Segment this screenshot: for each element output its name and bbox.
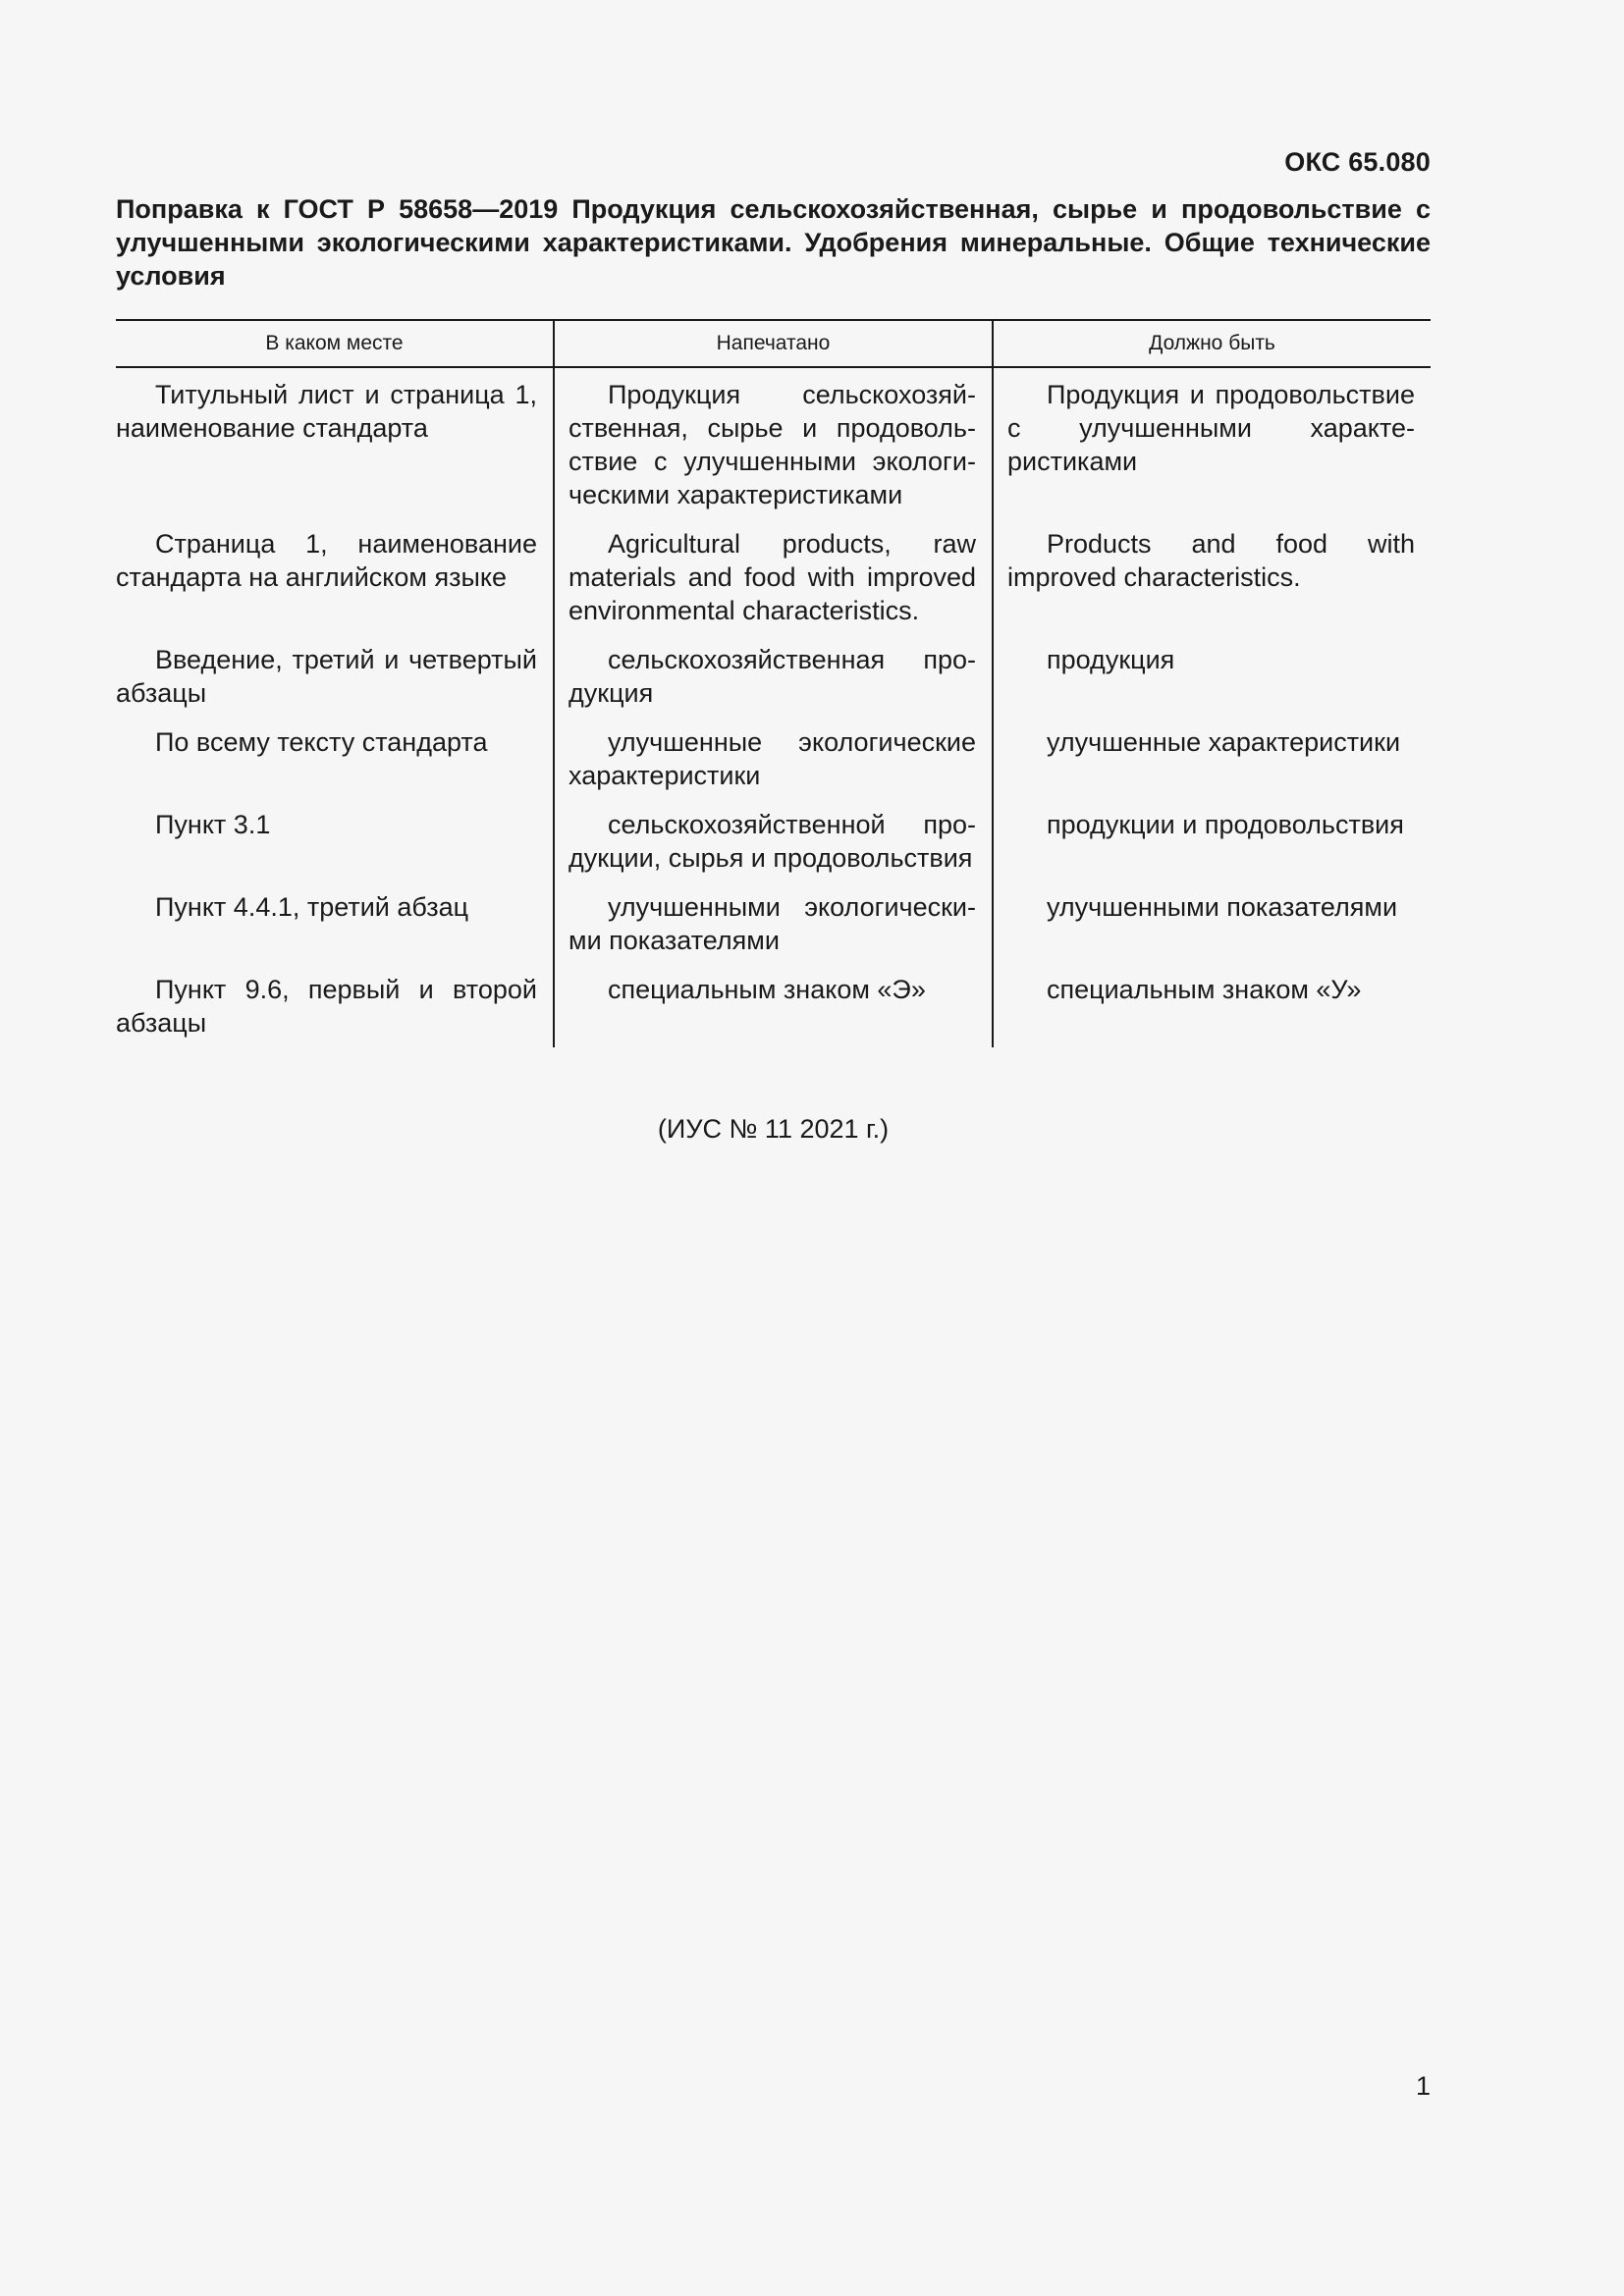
document-page xyxy=(116,0,1431,2296)
header-printed: Напечатано xyxy=(554,320,993,367)
cell-printed: сельскохозяйственной продукции, сырья и продовольствия xyxy=(554,808,993,890)
cell-where: Пункт 3.1 xyxy=(155,810,271,839)
oks-code: ОКС 65.080 xyxy=(1284,147,1431,177)
cell-where: Страница 1, наименование стандарта на английском языке xyxy=(116,529,537,592)
table-row xyxy=(116,890,1431,973)
cell-should-be: Products and food with improved characteristics. xyxy=(993,527,1431,643)
cell-where: Пункт 4.4.1, третий абзац xyxy=(155,892,469,922)
table-row xyxy=(116,643,1431,725)
cell-should-be: улучшенными показателями xyxy=(993,890,1431,973)
cell-should-be: продукция xyxy=(993,643,1431,725)
table-row xyxy=(116,808,1431,890)
cell-printed: Продукция сельскохозяйственная, сырье и продовольствие с улучшенными экологическими характеристиками xyxy=(554,367,993,527)
cell-should-be: специальным знаком «У» xyxy=(993,973,1431,1047)
cell-should-be: Продукция и продовольствие с улучшенными характеристиками xyxy=(993,367,1431,527)
cell-printed: сельскохозяйственная продукция xyxy=(554,643,993,725)
table-row xyxy=(116,725,1431,808)
cell-where: Титульный лист и страница 1, наименование стандарта xyxy=(116,380,537,443)
cell-should-be: улучшенные характеристики xyxy=(993,725,1431,808)
cell-printed: Agricultural products, raw materials and food with improved environmental characteristics. xyxy=(554,527,993,643)
cell-printed: улучшенные экологические характеристики xyxy=(554,725,993,808)
table-row xyxy=(116,527,1431,643)
cell-where: Введение, третий и четвертый абзацы xyxy=(116,645,537,708)
cell-printed: специальным знаком «Э» xyxy=(554,973,993,1047)
header-where: В каком месте xyxy=(116,320,554,367)
cell-printed: улучшенными экологическими показателями xyxy=(554,890,993,973)
header-should-be: Должно быть xyxy=(993,320,1431,367)
cell-where: По всему тексту стандарта xyxy=(155,727,488,757)
table-row xyxy=(116,367,1431,527)
amendment-table xyxy=(116,319,1431,1047)
cell-should-be: продукции и продовольствия xyxy=(993,808,1431,890)
ius-reference: (ИУС № 11 2021 г.) xyxy=(657,1114,890,1144)
cell-where: Пункт 9.6, первый и второй абзацы xyxy=(116,975,537,1038)
page-number: 1 xyxy=(1415,2071,1431,2101)
document-title: Поправка к ГОСТ Р 58658—2019 Продукция сельскохозяйственная, сырье и продовольствие с улучшенными экологическими характеристиками. Удобрения минеральные. Общие технические условия xyxy=(116,194,1431,291)
table-row xyxy=(116,973,1431,1047)
table-header-row xyxy=(116,320,1431,367)
